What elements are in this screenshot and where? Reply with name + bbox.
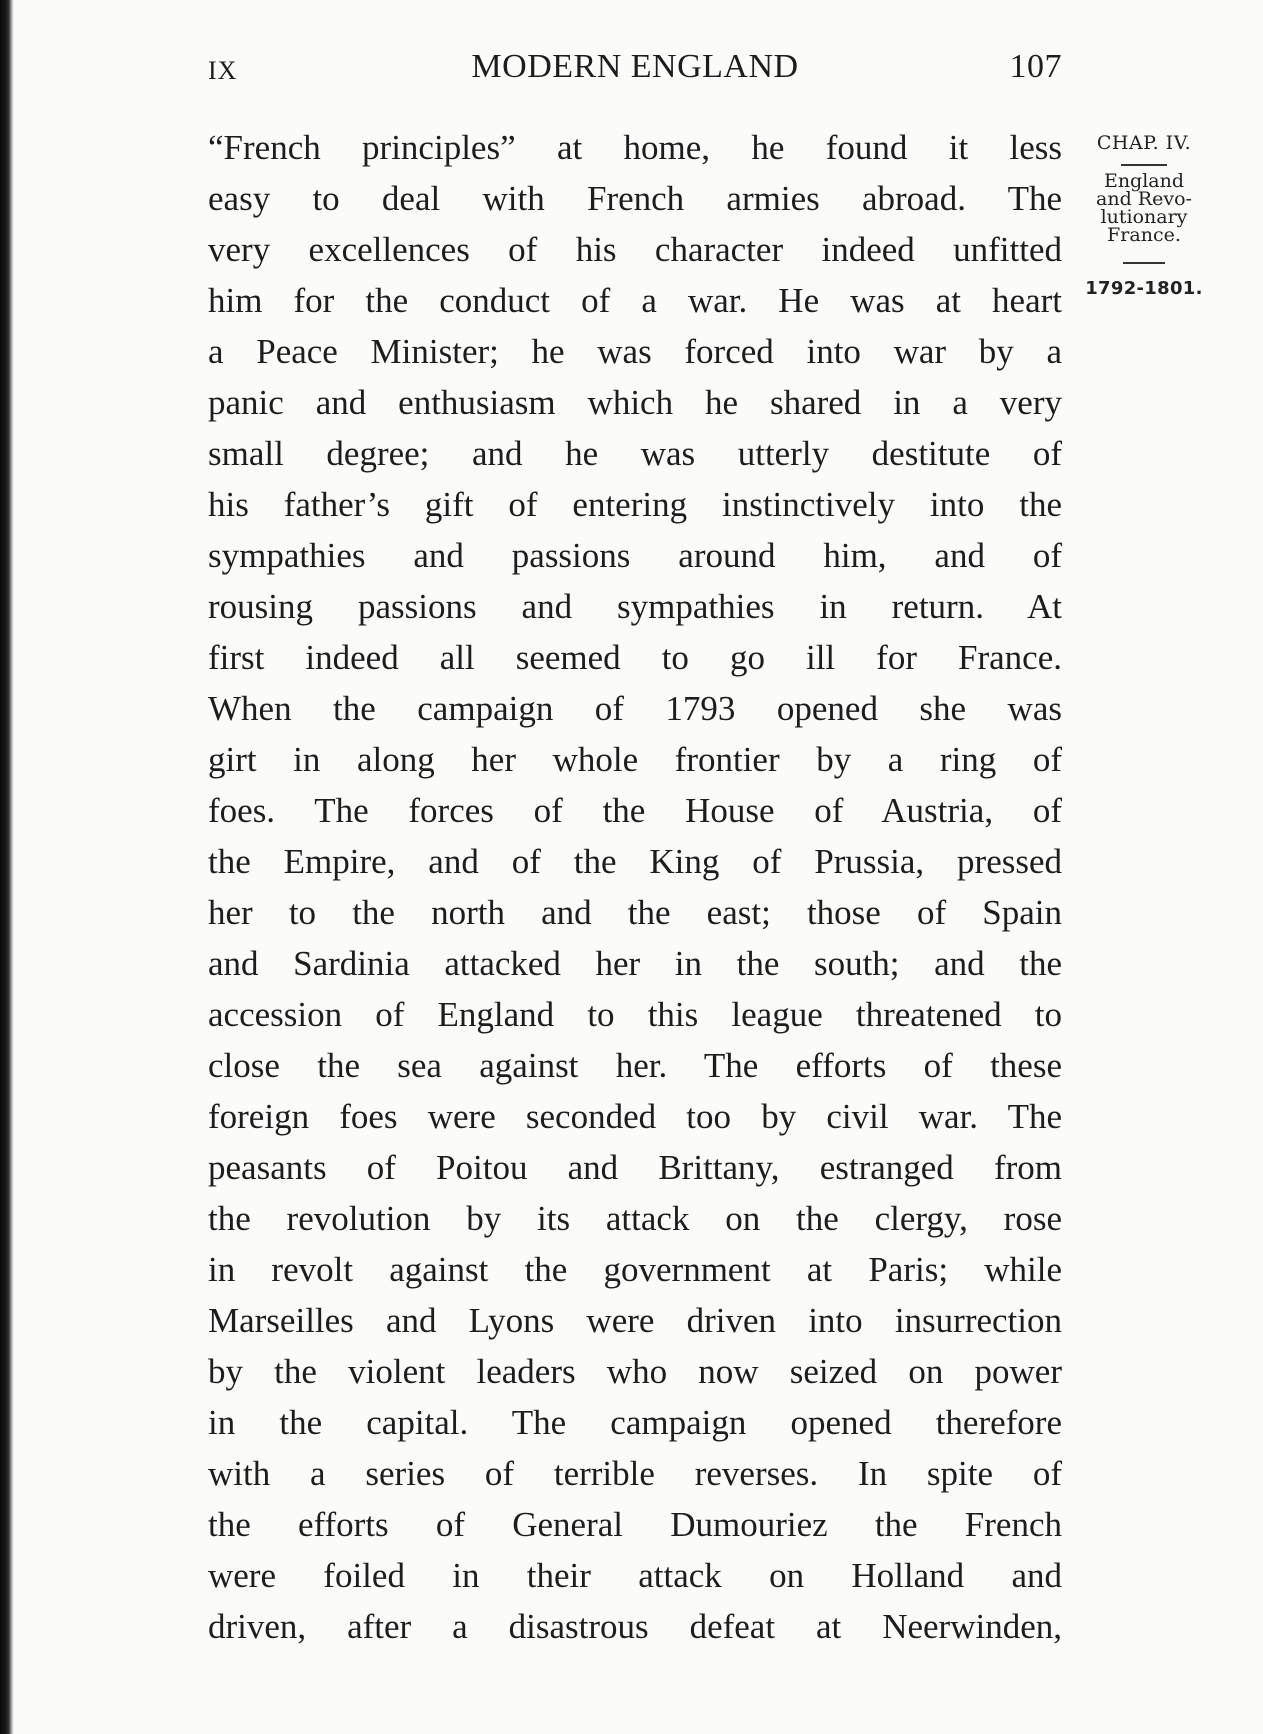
marginal-dates: 1792-1801. (1085, 278, 1203, 299)
text-line: easy to deal with French armies abroad. The (208, 179, 1062, 218)
marginal-topic-line: France. (1107, 224, 1181, 246)
text-line: Marseilles and Lyons were driven into insurrection (208, 1301, 1062, 1340)
text-line: her to the north and the east; those of Spain (208, 893, 1062, 932)
text-line: in the capital. The campaign opened therefore (208, 1403, 1062, 1442)
text-line: him for the conduct of a war. He was at heart (208, 281, 1062, 320)
text-line: When the campaign of 1793 opened she was (208, 689, 1062, 728)
page-number: 107 (1009, 48, 1062, 85)
text-line: rousing passions and sympathies in return. At (208, 587, 1062, 626)
text-line: accession of England to this league threatened to (208, 995, 1062, 1034)
text-line: sympathies and passions around him, and of (208, 536, 1062, 575)
marginal-note (1074, 132, 1214, 299)
text-line: by the violent leaders who now seized on power (208, 1352, 1062, 1391)
text-line: small degree; and he was utterly destitute of (208, 434, 1062, 473)
text-line: very excellences of his character indeed unfitted (208, 230, 1062, 269)
marginal-topic-line: lutionary (1100, 206, 1188, 228)
marginal-topic (1074, 172, 1214, 244)
text-line: foreign foes were seconded too by civil war. The (208, 1097, 1062, 1136)
running-header (208, 48, 1062, 96)
marginal-rule (1123, 262, 1165, 264)
text-line: a Peace Minister; he was forced into war by a (208, 332, 1062, 371)
text-line: the efforts of General Dumouriez the French (208, 1505, 1062, 1544)
text-line: the Empire, and of the King of Prussia, pressed (208, 842, 1062, 881)
text-line: and Sardinia attacked her in the south; and the (208, 944, 1062, 983)
text-line: girt in along her whole frontier by a ring of (208, 740, 1062, 779)
text-line: foes. The forces of the House of Austria, of (208, 791, 1062, 830)
page-binding-shadow (0, 0, 14, 1734)
chapter-numeral: IX (208, 56, 238, 85)
marginal-topic-line: England (1103, 170, 1185, 192)
marginal-chapter: CHAP. IV. (1096, 132, 1192, 154)
body-text (208, 122, 1062, 1652)
marginal-rule (1121, 164, 1167, 166)
text-line: in revolt against the government at Paris; while (208, 1250, 1062, 1289)
text-line: panic and enthusiasm which he shared in a very (208, 383, 1062, 422)
text-line: first indeed all seemed to go ill for France. (208, 638, 1062, 677)
text-line: the revolution by its attack on the clergy, rose (208, 1199, 1062, 1238)
text-line: peasants of Poitou and Brittany, estranged from (208, 1148, 1062, 1187)
text-line: close the sea against her. The efforts of these (208, 1046, 1062, 1085)
running-title: MODERN ENGLAND (471, 48, 799, 85)
text-line: with a series of terrible reverses. In spite of (208, 1454, 1062, 1493)
text-line: driven, after a disastrous defeat at Neerwinden, (208, 1607, 1062, 1646)
text-line: were foiled in their attack on Holland and (208, 1556, 1062, 1595)
text-line: his father’s gift of entering instinctively into the (208, 485, 1062, 524)
text-line: “French principles” at home, he found it less (208, 128, 1062, 167)
marginal-topic-line: and Revo- (1096, 188, 1192, 210)
